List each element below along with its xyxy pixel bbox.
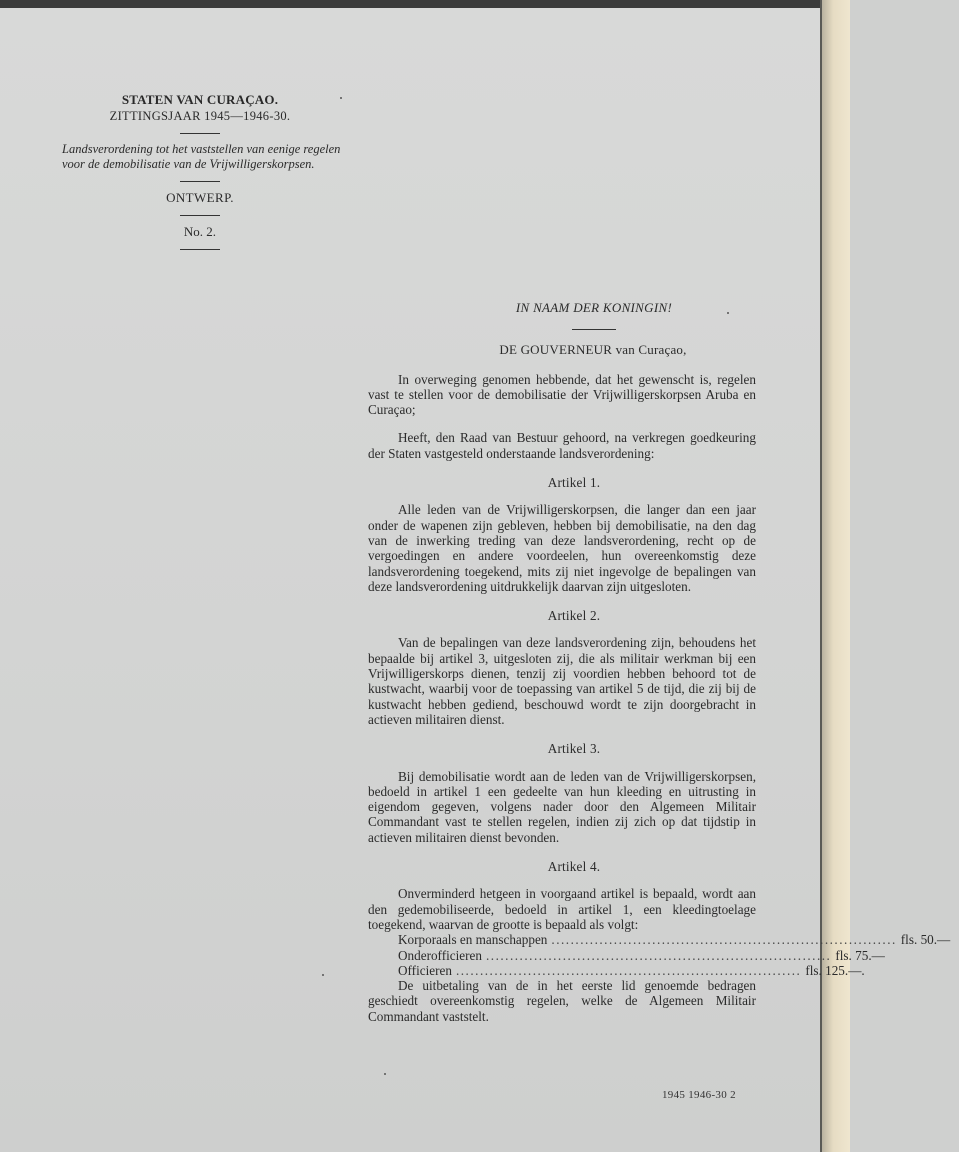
leader-dots: ........................................................................	[551, 932, 897, 948]
article-4-closing: De uitbetaling van de in het eerste lid genoemde bedragen geschiedt overeenkomstig regelen, welke de Algemeen Militair Commandant vaststelt.	[368, 978, 756, 1024]
payment-rank: Korporaals en manschappen	[398, 932, 548, 948]
divider	[180, 181, 220, 182]
payment-row	[368, 932, 951, 948]
document-number: No. 2.	[183, 224, 217, 239]
payment-amount: fls. 125.—.	[805, 962, 865, 978]
document-header	[58, 92, 342, 258]
article-4-heading: Artikel 4.	[547, 859, 601, 875]
payment-amount: fls. 75.—	[835, 947, 885, 963]
speck	[340, 97, 342, 99]
crown-invocation: IN NAAM DER KONINGIN!	[515, 300, 673, 315]
divider	[180, 215, 220, 216]
paper-edge	[822, 0, 850, 1152]
speck	[384, 1073, 386, 1075]
article-3-heading: Artikel 3.	[547, 741, 601, 757]
footer-code: 1945 1946-30 2	[662, 1089, 736, 1101]
article-4-text: Onverminderd hetgeen in voorgaand artikel is bepaald, wordt aan den gedemobiliseerde, bedoeld in artikel 1, een kleedingtoelage toegekend, waarvan de grootte is bepaald als volgt:	[368, 886, 756, 932]
article-2-heading: Artikel 2.	[547, 608, 601, 624]
payment-row	[368, 947, 885, 963]
speck	[727, 312, 729, 314]
article-1-heading: Artikel 1.	[547, 475, 601, 491]
leader-dots: ........................................................................	[455, 962, 802, 978]
article-3-text: Bij demobilisatie wordt aan de leden van de Vrijwilligerskorpsen, bedoeld in artikel 1 een gedeelte van hun kleeding en uitrusting in eigendom gegeven, volgens nader door den Algemeen Militair Commandant vast te stellen regelen, indien zij zich op dat tijdstip in actieven militairen dienst bevonden.	[368, 768, 756, 845]
scan-top-border	[0, 0, 850, 8]
governor-line: DE GOUVERNEUR van Curaçao,	[499, 342, 687, 358]
leader-dots: ........................................................................	[485, 947, 832, 963]
payment-row	[368, 962, 865, 978]
divider	[180, 249, 220, 250]
article-1-text: Alle leden van de Vrijwilligerskorpsen, die langer dan een jaar onder de wapenen zijn gebleven, hebben bij demobilisatie, na den dag van de inwerking treding van deze landsverordening, recht op de vergoedingen en andere voordeelen, hun overeenkomstig deze landsverordening toegekend, mits zij niet ingevolge de bepalingen van deze landsverordening uitdrukkelijk daarvan zijn uitgesloten.	[368, 502, 756, 594]
ordinance-subject: Landsverordening tot het vaststellen van eenige regelen voor de demobilisatie van de Vrijwilligerskorpsen.	[62, 142, 341, 171]
preamble-considering: In overweging genomen hebbende, dat het gewenscht is, regelen vast te stellen voor de demobilisatie der Vrijwilligerskorpsen Aruba en Curaçao;	[368, 371, 756, 418]
assembly-title: STATEN VAN CURAÇAO.	[121, 92, 279, 107]
session-year: ZITTINGSJAAR 1945—1946-30.	[109, 109, 291, 123]
divider	[572, 329, 616, 330]
payment-amount: fls. 50.—	[900, 932, 951, 948]
ordinance-body	[368, 300, 951, 1024]
speck	[322, 974, 324, 976]
draft-label: ONTWERP.	[166, 190, 234, 205]
preamble-enactment: Heeft, den Raad van Bestuur gehoord, na verkregen goedkeuring der Staten vastgesteld onderstaande landsverordening:	[368, 430, 756, 461]
divider	[180, 133, 220, 134]
payment-rank: Onderofficieren	[398, 947, 482, 963]
payment-rank: Officieren	[398, 962, 452, 978]
article-2-text: Van de bepalingen van deze landsverordening zijn, behoudens het bepaalde bij artikel 3, uitgesloten zij, die als militair werkman bij een Vrijwilligerskorps dienen, tenzij zij voordien hebben behoord tot de kustwacht, waarbij voor de toepassing van artikel 5 de tijd, die zij bij de kustwacht hebben gediend, beschouwd wordt te zijn doorgebracht in actieven militairen dienst.	[368, 635, 756, 727]
